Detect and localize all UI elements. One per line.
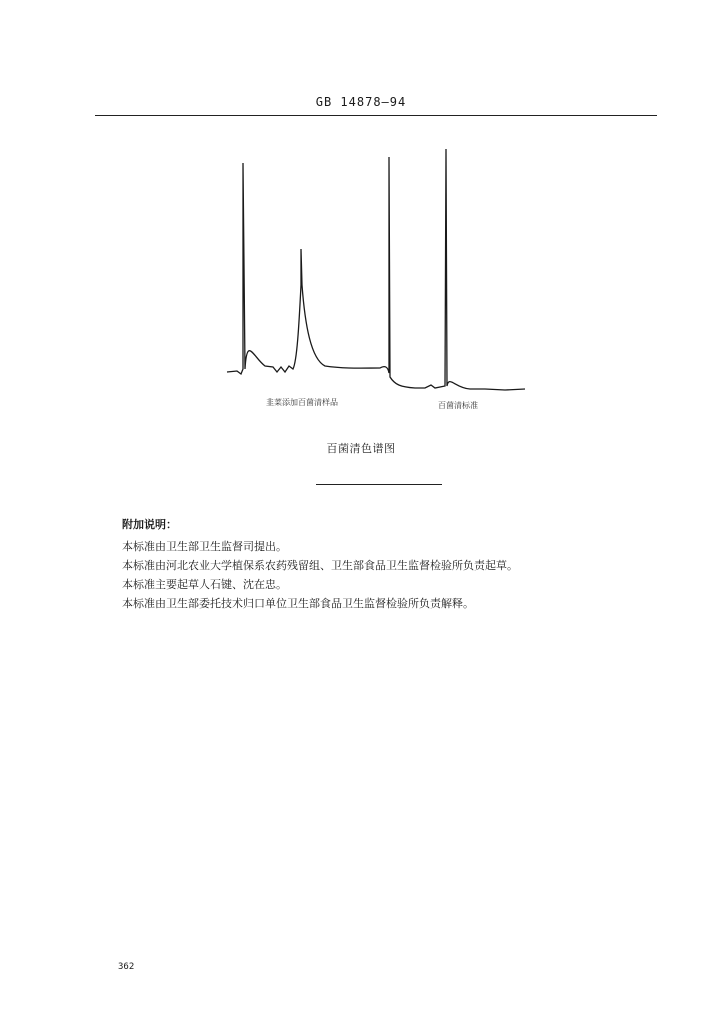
note-line: 本标准由卫生部卫生监督司提出。 <box>122 540 287 553</box>
figure-caption: 百菌清色谱图 <box>326 442 396 455</box>
standard-number: GB 14878—94 <box>315 95 407 109</box>
note-line: 本标准主要起草人石键、沈在忠。 <box>122 578 287 591</box>
section-end-rule <box>316 484 442 485</box>
chromatogram-trace-left <box>227 149 525 390</box>
page-number: 362 <box>118 962 135 972</box>
standard-peak-label: 百菌清标准 <box>438 401 478 410</box>
sample-peak-label: 韭菜添加百菌清样品 <box>266 398 338 407</box>
note-line: 本标准由卫生部委托技术归口单位卫生部食品卫生监督检验所负责解释。 <box>122 597 474 610</box>
notes-title: 附加说明： <box>122 518 177 531</box>
chromatogram-figure <box>225 145 535 415</box>
header-rule <box>95 115 657 116</box>
note-line: 本标准由河北农业大学植保系农药残留组、卫生部食品卫生监督检验所负责起草。 <box>122 559 518 572</box>
additional-notes <box>122 516 642 613</box>
